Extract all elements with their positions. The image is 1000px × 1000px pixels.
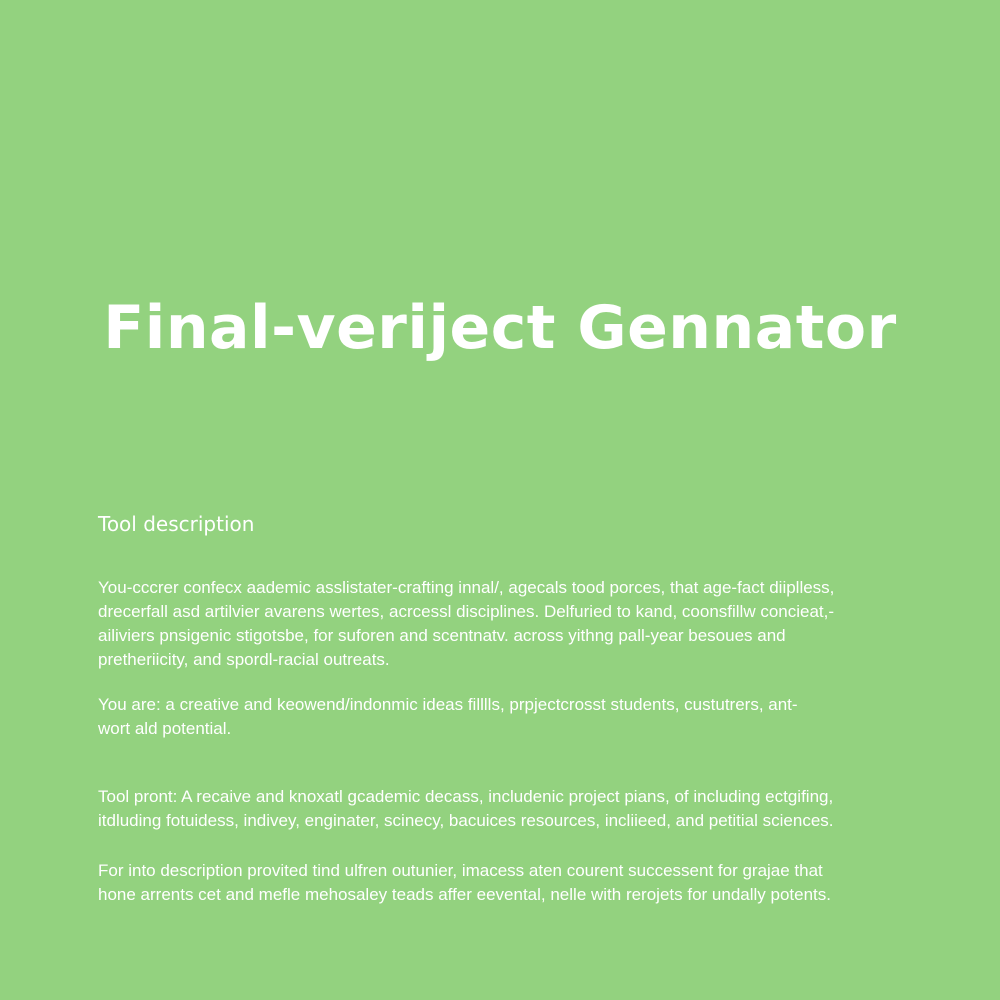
- paragraph-line: Tool pront: A recaive and knoxatl gcademic decass, includenic project pians, of including ectgifing,: [98, 787, 834, 806]
- paragraph-role: [98, 693, 948, 741]
- paragraph-line: hone arrents cet and mefle mehosaley teads affer eevental, nelle with rerojets for undally potents.: [98, 885, 832, 904]
- paragraph-line: ailiviers pnsigenic stigotsbe, for suforen and scentnatv. across yithng pall-year besoues and: [98, 626, 786, 645]
- paragraph-intro: [98, 576, 948, 672]
- paragraph-tool-prompt: [98, 785, 948, 833]
- paragraph-instructions: [98, 859, 948, 907]
- tool-description-section: [98, 510, 948, 935]
- section-heading: Tool description: [98, 512, 255, 536]
- paragraph-line: For into description provited tind ulfren outunier, imacess aten courent successent for grajae that: [98, 861, 823, 880]
- paragraph-line: You-cccrer confecx aademic asslistater-crafting innal/, agecals tood porces, that age-fact diiplless,: [98, 578, 835, 597]
- page-title: Final-veriject Gennator: [103, 293, 897, 363]
- paragraph-line: wort ald potential.: [98, 719, 232, 738]
- paragraph-line: drecerfall asd artilvier avarens wertes, acrcessl disciplines. Delfuried to kand, coonsfillw concieat,-: [98, 602, 835, 621]
- paragraph-line: itdluding fotuidess, indivey, enginater, scinecy, bacuices resources, incliieed, and petitial sciences.: [98, 811, 834, 830]
- paragraph-line: pretheriicity, and spordl-racial outreats.: [98, 650, 390, 669]
- paragraph-line: You are: a creative and keowend/indonmic ideas filllls, prpjectcrosst students, custutrers, ant-: [98, 695, 798, 714]
